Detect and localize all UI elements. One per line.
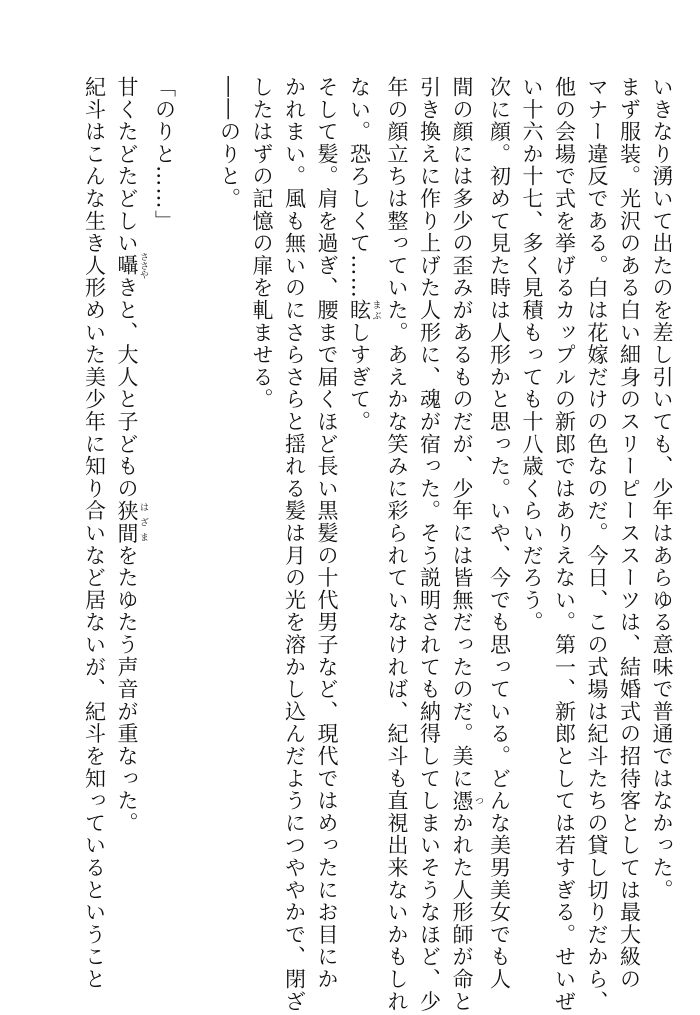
text-line-with-ruby: [446, 76, 484, 1013]
ruby-base: 囁: [115, 252, 139, 280]
ruby-reading: はざま: [138, 499, 148, 545]
text-line: ――のりと。: [217, 76, 242, 210]
text-line: 「のりと……」: [152, 76, 177, 233]
text-line: 他の会場で式を挙げるカップルの新郎ではありえない。第一、新郎としては若すぎる。せいぜ: [552, 76, 577, 1013]
blank-line: [181, 76, 214, 976]
ruby-word: [347, 299, 381, 322]
text-line: い十六か十七、多く見積もっても十八歳くらいだろう。: [520, 76, 544, 634]
text-line: 紀斗はこんな生き人形めいた美少年に知り合いなど居ないが、紀斗を知っているということ: [82, 76, 107, 991]
ruby-reading: ささや: [138, 252, 148, 280]
text-segment: かれた人形師が命と: [450, 811, 474, 1013]
ruby-word: [115, 499, 148, 545]
vertical-text-body: [18, 76, 678, 1013]
ruby-reading: つ: [473, 789, 483, 812]
text-line: そして髪。肩を過ぎ、腰まで届くほど長い黒髪の十代男子など、現代ではめったにお目にか: [315, 76, 339, 991]
text-line-with-ruby: [111, 76, 149, 976]
ruby-base: 眩: [347, 299, 372, 322]
ruby-base: 憑: [450, 789, 474, 812]
text-segment: しすぎて。: [347, 321, 372, 433]
text-line: まず服装。光沢のある白い細身のスリーピーススーツは、結婚式の招待客としては最大級の: [617, 76, 642, 991]
ruby-base: 狭間: [115, 499, 139, 545]
text-line: マナー違反である。白は花嫁だけの色なのだ。今日、この式場は紀斗たちの貸し切りだから、: [585, 76, 609, 1013]
text-line: 引き換えに作り上げた人形に、魂が宿った。そう説明されても納得してしまいそうなほど、少: [417, 76, 442, 1013]
text-segment: 間の顔には多少の歪みがあるものだが、少年には皆無だったのだ。美に: [450, 76, 474, 790]
text-segment: ない。恐ろしくて……: [347, 76, 372, 299]
text-segment: きと、大人と子どもの: [115, 276, 139, 500]
text-segment: 甘くたどたどしい: [115, 76, 139, 255]
text-segment: をたゆたう声音が重なった。: [115, 544, 139, 835]
text-line: したはずの記憶の扉を軋ませる。: [250, 76, 274, 411]
text-line: いきなり湧いて出たのを差し引いても、少年はあらゆる意味で普通ではなかった。: [650, 76, 674, 902]
ruby-reading: まぶ: [370, 299, 381, 322]
ruby-word: [450, 789, 483, 812]
text-line: 年の顔立ちは整っていた。あえかな笑みに彩られていなければ、紀斗も直視出来ないかもしれ: [385, 76, 409, 1013]
text-line-with-ruby: [343, 76, 381, 976]
text-line: かれまい。風も無いのにさらさらと揺れる髪は月の光を溶かし込んだようにつややかで、閉ざ: [282, 76, 307, 1013]
text-line: 次に顔。初めて見た時は人形かと思った。いや、今でも思っている。どんな美男美女でも人: [487, 76, 512, 991]
ruby-word: [115, 252, 148, 280]
